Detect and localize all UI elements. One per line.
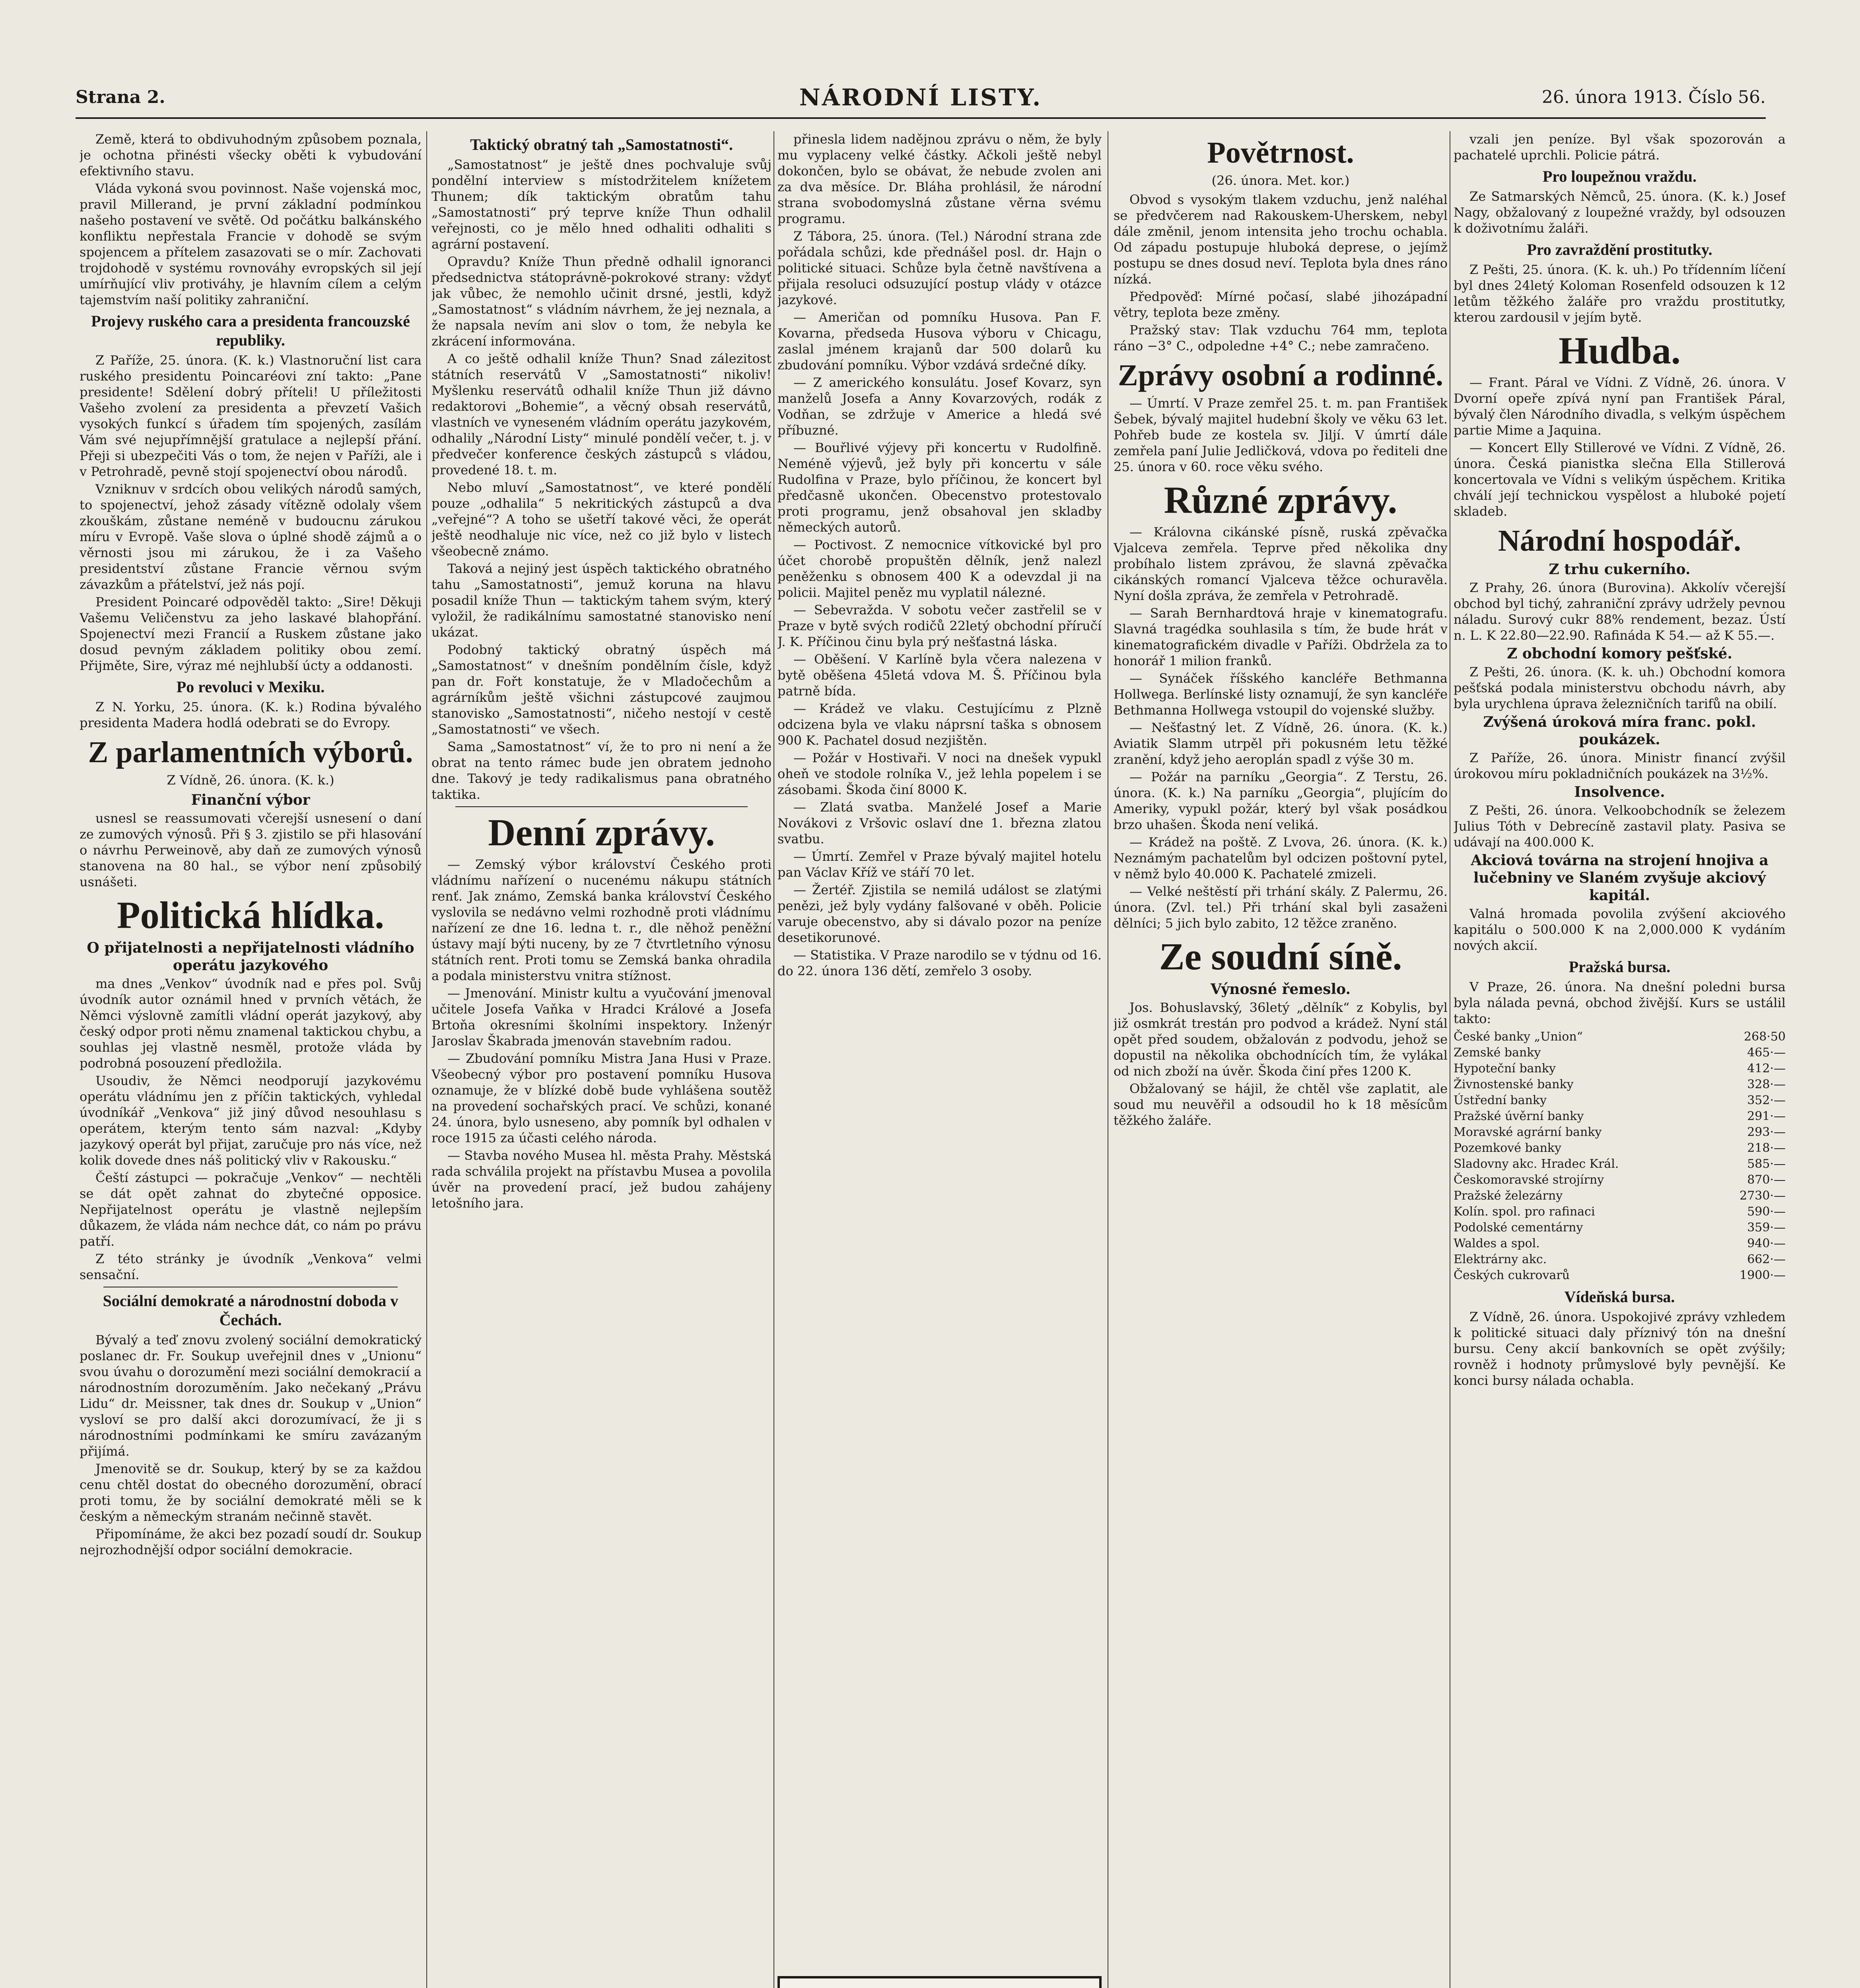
headline-hlidka: Politická hlídka. (117, 894, 385, 936)
column-4 (1114, 131, 1448, 1988)
article-paragraph: Ze Satmarských Němců, 25. února. (K. k.) Josef Nagy, obžalovaný z loupežné vraždy, byl odsouzen k doživotnímu žaláři. (1454, 189, 1786, 236)
article-paragraph: Připomínáme, že akci bez pozadí soudí dr. Soukup nejrozhodnější odpor sociální demokracie. (80, 1526, 422, 1557)
issue-date: 26. února 1913. Číslo 56. (1541, 87, 1766, 107)
article-paragraph: Bývalý a teď znovu zvolený sociální demokratický poslanec dr. Fr. Soukup uveřejnil dnes v „Unionu“ svou úvahu o dorozumění mezi sociální demokracií a národnostním dorozuměním. Jako nečekaný „Právu Lidu“ dr. Meissner, tak dnes dr. Soukup v „Union“ vysloví se pro další akci dorozumívací, že ji s národnostními podmínkami ke smíru zavázaným přijímá. (80, 1332, 422, 1459)
article-paragraph: Čeští zástupci — pokračuje „Venkov“ — nechtěli se dát opět zahnat do zbytečné opposice. Nepřijatelnost operátu je vlastně nejlepším důkazem, že vláda nám nechce dát, co nám po právu patří. (80, 1170, 422, 1249)
column-divider (426, 131, 427, 1988)
article-paragraph: Pražský stav: Tlak vzduchu 764 mm, teplota ráno −3° C., odpoledne +4° C.; nebe zamračeno. (1114, 322, 1448, 353)
headline-mexiko: Po revoluci v Mexiku. (176, 678, 325, 696)
article-paragraph: „Samostatnost“ je ještě dnes pochvaluje svůj pondělní interview s místodržitelem knížetem Thunem; dík taktickým obratům tahu „Samostatnosti“ prý teprve kníže Thun odhalil veřejnosti, co je mělo hned odhaliti odhaliti s agrární postavení. (431, 157, 772, 252)
article-paragraph: Podobný taktický obratný úspěch má „Samostatnost“ v dnešním pondělním čísle, když pan dr. Fořt konstatuje, že v Mladočechům a agrárníkům ještě všichni zástupcové zaujmou stanovisko „Samostatnosti“, ničeho nestojí v cestě „Samostatnosti“ ve všech. (431, 642, 772, 737)
article-paragraph: vzali jen peníze. Byl však spozorován a pachatelé uprchli. Policie pátrá. (1454, 132, 1786, 163)
headline-takticky: Taktický obratný tah „Samostatnosti“. (470, 136, 733, 153)
article-paragraph: Taková a nejiný jest úspěch taktického obratného tahu „Samostatnosti“, jemuž koruna na hlavu posadil kníže Thun — taktickým tahem svým, který vyložil, že radikálnímu samostatné stanovisko není ukázat. (431, 561, 772, 640)
article-paragraph: — Královna cikánské písně, ruská zpěvačka Vjalceva zemřela. Teprve před několika dny probíhalo listem zprávou, že slavná zpěvačka cikánských romancí Vjalceva těžce ochuravěla. Nyní došla zpráva, že zemřela v Petrohradě. (1114, 524, 1448, 603)
article-paragraph: A co ještě odhalil kníže Thun? Snad zálezitost státních reservátů V „Samostatnosti“ nikoliv! Myšlenku reservátů odhalil kníže Thun již dávno redaktorovi „Bohemie“, a věcný obsah reservátů, vlastních ve vyneseném vládním operátu jazykovém, odhalily „Národní Listy“ minulé pondělí večer, t. j. v předvečer konference českých zástupců s vládou, provedené 18. t. m. (431, 351, 772, 478)
table-row: Waldes a spol. 940·— (1454, 1237, 1786, 1250)
article-paragraph: — Velké neštěstí při trhání skály. Z Palermu, 26. února. (Zvl. tel.) Při trhání skal byli zasaženi dělníci; 5 jich bylo zabito, 12 těžce zraněno. (1114, 884, 1448, 931)
article-paragraph: — Zbudování pomníku Mistra Jana Husi v Praze. Všeobecný výbor pro postavení pomníku Husova oznamuje, že v blízké době bude vyhlášena soutěž na provedení sochařských prací. Ve schůzi, konané 24. února, bylo usneseno, aby pomník byl odhalen v roce 1915 za účasti celého národa. (431, 1051, 772, 1145)
article-paragraph: — Frant. Páral ve Vídni. Z Vídně, 26. února. V Dvorní opeře zpívá nyní pan František Páral, bývalý člen Národního divadla, s velkým úspěchem partie Mime a Jaquina. (1454, 375, 1786, 438)
article-paragraph: — Úmrtí. Zemřel v Praze bývalý majitel hotelu pan Václav Kříž ve stáří 70 let. (777, 849, 1102, 880)
article-paragraph: — Sarah Bernhardtová hraje v kinematografu. Slavná tragédka souhlasila s tím, že bude hrát v kinematografickém divadle v Paříži. Obdržela za to honorář 1 milion franků. (1114, 606, 1448, 668)
table-row: Zemské banky 465·— (1454, 1046, 1786, 1060)
table-row: Kolín. spol. pro rafinaci 590·— (1454, 1205, 1786, 1219)
article-paragraph: ma dnes „Venkov“ úvodník nad e přes pol. Svůj úvodník autor oznámil hned v prvních větách, že Němci výslovně zamítli vládní operát jazykový, aby český odpor proti němu znamenal taktickou chybu, a souhlas jej vlastně nesměl, protože vláda by podrobná posouzení předložila. (80, 976, 422, 1071)
headline-soud: Ze soudní síně. (1159, 935, 1402, 978)
article-paragraph: — Nešťastný let. Z Vídně, 26. února. (K. k.) Aviatik Slamm utrpěl při pokusném letu těžké zranění, když jeho aeroplán spadl z výše 30 m. (1114, 720, 1448, 767)
article-paragraph: — Američan od pomníku Husova. Pan F. Kovarna, předseda Husova výboru v Chicagu, zaslal jménem krajanů dar 500 dolarů ku zbudování pomníku. Výbor vzdává srdečné díky. (777, 310, 1102, 373)
masthead (60, 85, 1782, 129)
article-paragraph: V Praze, 26. února. Na dnešní poledni bursa byla nálada pevná, obchod živější. Kurs se ustálil takto: (1454, 979, 1786, 1026)
subhead: Insolvence. (1574, 784, 1665, 800)
article-paragraph: — Požár v Hostivaři. V noci na dnešek vypukl oheň ve stodole rolníka V., jež lehla popelem i se zásobami. Škoda činí 8000 K. (777, 750, 1102, 797)
article-paragraph: President Poincaré odpověděl takto: „Sire! Děkuji Vašemu Veličenstvu za jeho laskavé blahopřání. Spojenectví mezi Francií a Ruskem zůstane jako dosud pevným základem politiky obou zemí. Přijměte, Sire, výraz mé nejhlubší úcty a oddanosti. (80, 594, 422, 673)
article-paragraph: — Úmrtí. V Praze zemřel 25. t. m. pan František Šebek, bývalý majitel hudební školy ve věku 63 let. Pohřeb bude ze kostela sv. Jiljí. V úmrtí dále zemřela paní Julie Jedličková, vdova po řediteli dne 25. února v 60. roce věku svého. (1114, 396, 1448, 474)
article-paragraph: Předpověď: Mírné počasí, slabé jihozápadní větry, teplota beze změny. (1114, 289, 1448, 320)
column-1 (80, 131, 422, 1988)
article-paragraph: Z Pešti, 26. února. (K. k. uh.) Obchodní komora pešťská podala ministerstvu obchodu návrh, aby byla urychlena úprava železničních tarifů na obilí. (1454, 664, 1786, 711)
subhead: Z obchodní komory pešťské. (1507, 645, 1732, 662)
article-paragraph: Obvod s vysokým tlakem vzduchu, jenž naléhal se předvčerem nad Rakouskem-Uherskem, nebyl dále změnil, jenom intensita jeho trochu ochabla. Od západu postupuje hluboká deprese, o jejímž postupu se dnes dosud neví. Teplota byla dnes ráno nízká. (1114, 192, 1448, 287)
article-paragraph: — Stavba nového Musea hl. města Prahy. Městská rada schválila projekt na přístavbu Musea a povolila úvěr na provedení prací, jež budou zahájeny letošního jara. (431, 1148, 772, 1211)
table-row: Českomoravské strojírny 870·— (1454, 1173, 1786, 1187)
article-paragraph: Z Pešti, 26. února. Velkoobchodník se železem Julius Tóth v Debrecíně zastavil platy. Pasiva se udávají na 400.000 K. (1454, 803, 1786, 850)
article-paragraph: Valná hromada povolila zvýšení akciového kapitálu o 500.000 K na 2,000.000 K vydáním nových akcií. (1454, 906, 1786, 953)
article-paragraph: — Oběšení. V Karlíně byla včera nalezena v bytě oběšena 45letá vdova M. Š. Příčinou byla patrně bída. (777, 652, 1102, 699)
article-paragraph: Jos. Bohuslavský, 36letý „dělník“ z Kobylis, byl již osmkrát trestán pro podvod a krádež. Nyní stál opět před soudem, obžalován z podvodu, jehož se dopustil na několika obchodnících tím, že vylákal od nich zboží na úvěr. Škoda činí přes 1200 K. (1114, 1000, 1448, 1079)
headline-hospodar: Národní hospodář. (1498, 524, 1741, 557)
article-paragraph: Vláda vykoná svou povinnost. Naše vojenská moc, pravil Millerand, je první základní podmínkou našeho postavení ve světě. Od počátku balkánského konfliktu nepřestala Francie v dohodě se svým spojencem a přítelem zasazovati se o mír. Zachovati trojdohodě v systému rovnováhy evropských sil její umírňující vliv protiváhy, je hlavním cílem a celým tajemstvím naší politiky zahraniční. (80, 181, 422, 307)
article-paragraph: — Krádež ve vlaku. Cestujícímu z Plzně odcizena byla ve vlaku náprsní taška s obnosem 900 K. Pachatel dosud nezjištěn. (777, 701, 1102, 748)
article-paragraph: — Žertéř. Zjistila se nemilá událost se zlatými penězi, jež byly vydány falšované v oběh. Policie varuje obecenstvo, aby si dávalo pozor na peníze desetikorunové. (777, 882, 1102, 945)
article-paragraph: přinesla lidem nadějnou zprávu o něm, že byly mu vyplaceny velké částky. Ačkoli ještě nebyl dokončen, bylo se obávat, že nebude zvolen ani za dva měsíce. Dr. Bláha prohlásil, že národní strana svobodomyslná zůstane věrna svému programu. (777, 132, 1102, 226)
article-paragraph: Opravdu? Kníže Thun předně odhalil ignoranci předsednictva státoprávně-pokrokové strany: vždyť jak vůbec, že nemohlo učinit drsné, jestli, když „Samostatnost“ s vládním návrhem, že jej neznala, a že napsala nevím ani slov o tom, že nebyla ke zkrácení informována. (431, 254, 772, 349)
article-paragraph: Usoudiv, že Němci neodporují jazykovému operátu vládnímu jen z příčin taktických, vyhledal úvodníkář „Venkova“ již jiný důvod nesouhlasu s operátem, kterým tento sám nazval: „Kdyby jazykový operát byl přijat, zaručuje pro nás více, než kolik dovede dnes náš politický vliv v Rakousku.“ (80, 1073, 422, 1168)
article-paragraph: — Krádež na poště. Z Lvova, 26. února. (K. k.) Neznámým pachatelům byl odcizen poštovní pytel, v němž bylo 40.000 K. Pachatelé zmizeli. (1114, 835, 1448, 881)
table-row: Sladovny akc. Hradec Král. 585·— (1454, 1157, 1786, 1171)
headline-zavrazdeni: Pro zavraždění prostitutky. (1527, 241, 1712, 258)
subhead: Z trhu cukerního. (1549, 561, 1691, 578)
article-paragraph: Z Paříže, 25. února. (K. k.) Vlastnoruční list cara ruského presidentu Poincaréovi zní takto: „Pane presidente! Sdělení dobrý příteli! U příležitosti Vašeho zvolení za presidenta a převzetí Vašich vysokých funkcí s úřadem tím spojených, zasílám Vám své nejupřímnější gratulace a nejlepší přání. Přeji si ubezpečiti Vás o tom, že nejen v Paříži, ale i v Petrohradě, pevně stojí spojenectví obou národů. (80, 353, 422, 479)
table-row: Pozemkové banky 218·— (1454, 1141, 1786, 1155)
column-2 (431, 131, 772, 1988)
article-paragraph: — Z amerického konsulátu. Josef Kovarz, syn manželů Josefa a Anny Kovarzových, rodák z Vodňan, se zdržuje v Americe a hledá své příbuzné. (777, 375, 1102, 438)
stock-table (1454, 1029, 1786, 1283)
table-row: Podolské cementárny 359·— (1454, 1221, 1786, 1235)
column-3 (777, 131, 1102, 1968)
article-paragraph: — Statistika. V Praze narodilo se v týdnu od 16. do 22. února 136 dětí, zemřelo 3 osoby. (777, 947, 1102, 978)
article-paragraph: Z této stránky je úvodník „Venkova“ velmi sensační. (80, 1251, 422, 1282)
newspaper-title: NÁRODNÍ LISTY. (799, 84, 1042, 111)
table-row: Pražské železárny 2730·— (1454, 1189, 1786, 1203)
article-paragraph: — Synáček říšského kancléře Bethmanna Hollwega. Berlínské listy oznamují, že syn kancléře Bethmanna Hollwega vstoupil do vojenské služby. (1114, 671, 1448, 718)
dateline: (26. února. Met. kor.) (1211, 173, 1350, 188)
article-paragraph: — Bouřlivé výjevy při koncertu v Rudolfině. Neméně výjevů, jež byly při koncertu v sále Rudolfina v Praze, bylo příčinou, že koncert byl předčasně ukončen. Obecenstvo protestovalo proti programu, jenž obsahoval jen skladby německých autorů. (777, 440, 1102, 535)
column-5 (1454, 131, 1786, 1988)
headline-bursa: Pražská bursa. (1568, 958, 1671, 976)
headline-loupez: Pro loupežnou vraždu. (1542, 167, 1697, 185)
article-paragraph: Z Vídně, 26. února. Uspokojivé zprávy vzhledem k politické situaci daly příznivý tón na dnešní bursu. Ceny akcií bankovních se opět zvýšily; rovněž i hodnoty průmyslové byly pevnější. Ke konci bursy nálada ochabla. (1454, 1309, 1786, 1388)
headline-projevy: Projevy ruského cara a presidenta francouzské republiky. (91, 312, 410, 349)
article-paragraph: — Koncert Elly Stillerové ve Vídni. Z Vídně, 26. února. Česká pianistka slečna Ella Stillerová koncertovala ve Vídni s velikým úspěchem. Kritika chválí její technickou vyspělost a hluboké pojetí skladeb. (1454, 440, 1786, 519)
article-paragraph: Vzniknuv v srdcích obou velikých národů samých, to spojenectví, jehož zásady vítězně odolaly všem zkouškám, zůstane neméně v budoucnu zárukou míru v Evropě. Vaše slova o úplné shodě zájmů a o věrnosti jsou mi zárukou, že i za Vašeho presidentství zůstane Francie věrnou svým závazkům a přátelství, jež nás pojí. (80, 481, 422, 592)
article-paragraph: Země, která to obdivuhodným způsobem poznala, je ochotna přinésti všecky oběti k vybudování efektivního stavu. (80, 132, 422, 179)
table-row: Elektrárny akc. 662·— (1454, 1252, 1786, 1266)
article-paragraph: Sama „Samostatnost“ ví, že to pro ni není a že obrat na tento rámec bude jen obratem jednoho dne. Takový je tedy radikalismus pana obratného taktika. (431, 739, 772, 802)
headline-viden: Vídeňská bursa. (1564, 1288, 1675, 1306)
article-paragraph: — Poctivost. Z nemocnice vítkovické byl pro účet chorobě propuštěn dělník, jenž nalezl peněženku s obnosem 400 K a odevzdal ji na policii. Majitel peněz mu vyplatil nálezné. (777, 537, 1102, 600)
table-row: Hypoteční banky 412·— (1454, 1062, 1786, 1076)
headline-ruzne: Různé zprávy. (1164, 479, 1397, 521)
table-row: Pražské úvěrní banky 291·— (1454, 1109, 1786, 1123)
masthead-rule (76, 117, 1766, 119)
headline-osobni: Zprávy osobní a rodinné. (1118, 359, 1443, 392)
article-paragraph: usnesl se reassumovati včerejší usnesení o daní ze zumových výnosů. Při § 3. zjistilo se při hlasování o návrhu Perweinově, aby daň ze zumových výnosů stanovena na 80 hal., se výbor není způsobilý usnášeti. (80, 811, 422, 889)
table-row: Českých cukrovarů 1900·— (1454, 1268, 1786, 1282)
article-paragraph: Nebo mluví „Samostatnost“, ve které pondělí pouze „odhalila“ 5 nekritických zástupců a dva „veřejné“? A toho se ušetří takové věci, že operát ještě neodhaluje nic více, než co již bylo v listech všeobecně známo. (431, 480, 772, 559)
headline-pocasi: Povětrnost. (1207, 136, 1354, 169)
article-paragraph: Jmenovitě se dr. Soukup, který by se za každou cenu chtěl dostat do obecného dorozumění, obrací proti tomu, že by sociální demokraté měli se k českým a německým stranám nečinně stavět. (80, 1461, 422, 1524)
article-paragraph: — Požár na parníku „Georgia“. Z Terstu, 26. února. (K. k.) Na parníku „Georgia“, plujícím do Ameriky, vypukl požár, který byl však posádkou brzo uhašen. Škoda není veliká. (1114, 769, 1448, 832)
article-paragraph: Z Prahy, 26. února (Burovina). Akkolív včerejší obchod byl tichý, zahraniční zprávy udržely pevnou náladu. Surový cukr 88% rendement, bezaz. Ústí n. L. K 22.80—22.90. Rafináda K 54.— až K 55.—. (1454, 580, 1786, 643)
subhead: Zvýšená úroková míra franc. pokl. poukázek. (1483, 714, 1756, 748)
headline-socdem: Sociální demokraté a národnostní doboda v Čechách. (103, 1292, 398, 1329)
page-number: Strana 2. (76, 87, 165, 107)
article-paragraph: — Zlatá svatba. Manželé Josef a Marie Novákovi z Vršovic oslaví dne 1. března zlatou svatbu. (777, 800, 1102, 846)
article-paragraph: Obžalovaný se hájil, že chtěl vše zaplatit, ale soud mu neuvěřil a odsoudil ho k 18 měsícům těžkého žaláře. (1114, 1081, 1448, 1128)
article-paragraph: Z Tábora, 25. února. (Tel.) Národní strana zde pořádala schůzi, kde přednášel posl. dr. Hajn o politické situaci. Schůze byla četně navštívena a přijala resoluci odsuzující postup vlády v otázce jazykové. (777, 229, 1102, 307)
headline-hudba: Hudba. (1559, 329, 1681, 372)
article-paragraph: Z Pešti, 25. února. (K. k. uh.) Po třídenním líčení byl dnes 24letý Koloman Rosenfeld odsouzen k 12 letům těžkého žaláře pro vraždu prostitutky, kterou zardousil v jejím bytě. (1454, 262, 1786, 325)
table-row: Moravské agrární banky 293·— (1454, 1125, 1786, 1139)
separator (455, 806, 748, 807)
article-paragraph: — Sebevražda. V sobotu večer zastřelil se v Praze v bytě svých rodičů 22letý obchodní příručí J. K. Příčinou činu byla prý nešťastná láska. (777, 602, 1102, 649)
subhead: O přijatelnosti a nepřijatelnosti vládního operátu jazykového (87, 940, 414, 974)
subhead: Akciová továrna na strojení hnojiva a lučebniny ve Slaném zvyšuje akciový kapitál. (1471, 852, 1769, 904)
subhead: Finanční výbor (191, 792, 310, 808)
advertisement (777, 1976, 1102, 1988)
subhead: Výnosné řemeslo. (1210, 981, 1351, 998)
article-paragraph: Z Paříže, 26. února. Ministr financí zvýšil úrokovou míru pokladničních poukázek na 3½%. (1454, 750, 1786, 781)
dateline: Z Vídně, 26. února. (K. k.) (167, 773, 334, 788)
headline-denni: Denní zprávy. (488, 811, 715, 854)
table-row: Ústřední banky 352·— (1454, 1093, 1786, 1107)
article-paragraph: — Jmenování. Ministr kultu a vyučování jmenoval učitele Josefa Vaňka v Hradci Králové a Josefa Brtoňa okresními školními inspektory. Inženýr Jaroslav Škabrada jmenován stavebním radou. (431, 986, 772, 1048)
headline-vybory: Z parlamentních výborů. (88, 736, 413, 769)
table-row: Živnostenské banky 328·— (1454, 1077, 1786, 1091)
article-paragraph: Z N. Yorku, 25. února. (K. k.) Rodina bývalého presidenta Madera hodlá odebrati se do Evropy. (80, 699, 422, 730)
article-paragraph: — Zemský výbor království Českého proti vládnímu nařízení o nucenému nákupu státních renť. Jak známo, Zemská banka království Českého vyslovila se nedávno velmi rozhodně proti vládnímu nařízení ze dne 16. ledna t. r., dle něhož peněžní ústavy mají býti nuceny, by ze 7 čtvrtletního výnosu státních rent. Proti tomu se Zemská banka ohradila a podala ministerstvu vnitra stížnost. (431, 857, 772, 983)
table-row: České banky „Union“ 268·50 (1454, 1030, 1786, 1044)
